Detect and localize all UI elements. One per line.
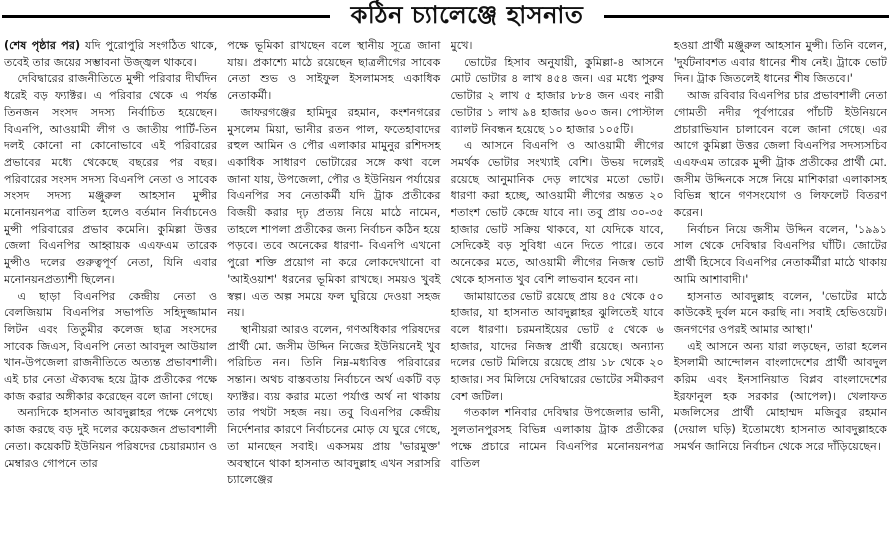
article-column-1 (4, 38, 217, 538)
article-paragraph: এই আসনে অন্য যারা লড়ছেন, তারা হলেন ইসলামী আন্দোলন বাংলাদেশের প্রার্থী আবদুল করিম এবং ইনসানিয়াত বিপ্লব বাংলাদেশের ইরফানুল হক সরকার (আপেল)। খেলাফত মজলিসের প্রার্থী মোহাম্মদ মজিবুর রহমান (দেয়াল ঘড়ি) ইতোমধ্যে হাসনাত আবদুল্লাহকে সমর্থন জানিয়ে নির্বাচন থেকে সরে দাঁড়িয়েছেন। (673, 339, 887, 453)
article-paragraph: নির্বাচন নিয়ে জসীম উদ্দিন বলেন, '১৯৯১ সাল থেকে দেবিদ্বার বিএনপির ঘাঁটি। জোটের প্রার্থী হিসেবে বিএনপির নেতাকর্মীরা মাঠে থাকায় আমি আশাবাদী।' (673, 222, 887, 286)
article-paragraph: এ ছাড়া বিএনপির কেন্দ্রীয় নেতা ও বেলজিয়াম বিএনপির সভাপতি সহিদুজ্জামান লিটন এবং তিতুমীর কলেজ ছাত্র সংসদের সাবেক জিএস, বিএনপি নেতা আবদুল আউয়াল খান-উপজেলা রাজনীতিতে অত্যন্ত প্রভাবশালী। এই চার নেতা ঐক্যবদ্ধ হয়ে ট্রাক প্রতীকের পক্ষে কাজ করার অঙ্গীকার করেছেন বলে জানা গেছে। (4, 289, 218, 403)
article-paragraph: পক্ষে ভূমিকা রাখছেন বলে স্থানীয় সূত্রে জানা যায়। প্রকাশ্যে মাঠে রয়েছেন ছাত্রলীগের সাবেক নেতা শুভ ও সাইফুল ইসলামসহ একাধিক নেতাকর্মী। (227, 39, 441, 103)
article-column-2 (227, 38, 440, 538)
continued-from-label: (শেষ পৃষ্ঠার পর) (4, 39, 81, 52)
article-paragraph: দেবিদ্বারের রাজনীতিতে মুন্সী পরিবার দীর্ঘদিন ধরেই বড় ফ্যাক্টর। এ পরিবার থেকে এ পর্যন্ত তিনজন সংসদ সদস্য নির্বাচিত হয়েছেন। বিএনপি, আওয়ামী লীগ ও জাতীয় পার্টি-তিন দলই কোনো না কোনোভাবে এই পরিবারের প্রভাবের মধ্যে থেকেছে বছরের পর বছর। পরিবারের সংসদ সদস্য বিএনপি নেতা ও সাবেক সংসদ সদস্য মঞ্জুরুল আহসান মুন্সীর মনোনয়নপত্র বাতিল হলেও বর্তমান নির্বাচনেও মুন্সী পরিবারের প্রভাব কমেনি। কুমিল্লা উত্তর জেলা বিএনপির আহ্বায়ক এএফএম তারেক মুন্সীও দলের গুরুত্বপূর্ণ নেতা, যিনি এবার মনোনয়নপ্রত্যাশী ছিলেন। (4, 72, 218, 286)
article-paragraph: মুখে। (450, 39, 473, 52)
article-paragraph: হওয়া প্রার্থী মঞ্জুরুল আহসান মুন্সী। তিনি বলেন, 'দুর্যটনাবশত এবার ধানের শীষ নেই। ট্রাকে ভোট দিন। ট্রাক জিতলেই ধানের শীষ জিতবে।' (673, 39, 887, 86)
headline-bar (0, 0, 891, 30)
article-paragraph: হাসনাত আবদুল্লাহ বলেন, 'ভোটের মাঠে কাউকেই দুর্বল মনে করছি না। সবাই হেভিওয়েট। জনগণের ওপরই আমার আস্থা।' (673, 289, 887, 336)
headline-rule-right (604, 15, 889, 18)
article-body (4, 38, 887, 538)
article-paragraph: জাফরগঞ্জের হামিদুর রহমান, কংশনগরের মুসলেম মিয়া, ভানীর রতন পাল, ফতেহাবাদের রহুল আমিন ও পৌর এলাকার মামুনুর রশিদসহ একাধিক সাধারণ ভোটারের সঙ্গে কথা বলে জানা যায়, উপজেলা, পৌর ও ইউনিয়ন পর্যায়ের বিএনপির সব নেতাকর্মী যদি ট্রাক প্রতীকের বিজয়ী করার দৃঢ় প্রত্যয় নিয়ে মাঠে নামেন, তাহলে শাপলা প্রতীকের জন্য নির্বাচন কঠিন হয়ে পড়বে। তবে অনেকের ধারণা- বিএনপি এখনো পুরো শক্তি প্রয়োগ না করে লোকদেখানো বা 'আইওয়াশ' ধরনের ভূমিকা রাখছে। সময়ও খুবই স্বল্প। এত অল্প সময়ে ফল ঘুরিয়ে দেওয়া সহজ নয়। (227, 105, 441, 320)
headline-rule-left (2, 15, 330, 18)
article-paragraph: জামায়াতের ভোট রয়েছে প্রায় ৪৫ থেকে ৫০ হাজার, যা হাসনাত আবদুল্লাহর ঝুলিতেই যাবে বলে ধারণা। চরমনাইয়ের ভোট ৫ থেকে ৬ হাজার, যাদের নিজস্ব প্রার্থী রয়েছে। অন্যান্য দলের ভোট মিলিয়ে রয়েছে প্রায় ১৮ থেকে ২০ হাজার। সব মিলিয়ে দেবিদ্বারের ভোটের সমীকরণ বেশ জটিল। (450, 289, 664, 403)
article-paragraph: স্থানীয়রা আরও বলেন, গণঅধিকার পরিষদের প্রার্থী মো. জসীম উদ্দিন নিজের ইউনিয়নেই খুব পরিচিত নন। তিনি নিম্ন-মধ্যবিত্ত পরিবারের সন্তান। অথচ বাস্তবতায় নির্বাচনে অর্থ একটি বড় ফ্যাক্টর। ব্যয় করার মতো পর্যাপ্ত অর্থ না থাকায় তার পথটা সহজ নয়। তবু বিএনপির কেন্দ্রীয় নির্দেশনার কারণে নির্বাচনের মোড় যে ঘুরে গেছে, তা মানছেন সবাই। একসময় প্রায় 'ভারমুক্ত' অবস্থানে থাকা হাসনাত আবদুল্লাহ এখন সরাসরি চ্যালেঞ্জের (227, 322, 441, 487)
article-paragraph: অন্যদিকে হাসনাত আবদুল্লাহর পক্ষে নেপথ্যে কাজ করছে বড় দুই দলের কয়েকজন প্রভাবশালী নেতা। কয়েকটি ইউনিয়ন পরিষদের চেয়ারম্যান ও মেম্বারও গোপনে তার (4, 406, 218, 470)
article-column-4 (674, 38, 887, 538)
article-paragraph (4, 38, 217, 71)
article-paragraph: ভোটের হিসাব অনুযায়ী, কুমিল্লা-৪ আসনে মোট ভোটার ৪ লাখ ৪৫৪ জন। এর মধ্যে পুরুষ ভোটার ২ লাখ ৫ হাজার ৮৮৪ জন এবং নারী ভোটার ১ লাখ ৯৪ হাজার ৬০৩ জন। পোস্টাল ব্যালট নিবন্ধন হয়েছে ১০ হাজার ১০৫টি। (450, 55, 664, 136)
article-paragraph: আজ রবিবার বিএনপির চার প্রভাবশালী নেতা গোমতী নদীর পূর্বপারের পাঁচটি ইউনিয়নে প্রচারাভিযান চালাবেন বলে জানা গেছে। এর আগে কুমিল্লা উত্তর জেলা বিএনপির সদস্যসচিব এএফএম তারেক মুন্সী ট্রাক প্রতীকের প্রার্থী মো. জসীম উদ্দিনকে সঙ্গে নিয়ে মাশিকারা এলাকাসহ বিভিন্ন স্থানে গণসংযোগ ও লিফলেট বিতরণ করেন। (673, 89, 887, 220)
paragraph-text: যদি পুরোপুরি সংগঠিত থাকে, তবেই তার জয়ের সম্ভাবনা উজ্জ্বল থাকবে। (4, 39, 218, 69)
article-paragraph: এ আসনে বিএনপি ও আওয়ামী লীগের সমর্থক ভোটার সংখ্যাই বেশি। উভয় দলেরই রয়েছে আনুমানিক দেড় লাখের মতো ভোট। ধারণা করা হচ্ছে, আওয়ামী লীগের অন্তত ২০ শতাংশ ভোট কেন্দ্রে যাবে না। তবু প্রায় ৩০-৩৫ হাজার ভোট সক্রিয় থাকবে, যা যেদিকে যাবে, সেদিকেই বড় সুবিধা এনে দিতে পারে। তবে অনেকের মতে, আওয়ামী লীগের নিজস্ব ভোট থেকে হাসনাত খুব বেশি লাভবান হবেন না। (450, 139, 664, 286)
article-column-3 (451, 38, 664, 538)
headline: কঠিন চ্যালেঞ্জে হাসনাত (350, 1, 584, 29)
article-paragraph: গতকাল শনিবার দেবিদ্বার উপজেলার ভানী, সুলতানপুরসহ বিভিন্ন এলাকায় ট্রাক প্রতীকের পক্ষে প্রচারে নামেন বিএনপির মনোনয়নপত্র বাতিল (450, 406, 664, 470)
